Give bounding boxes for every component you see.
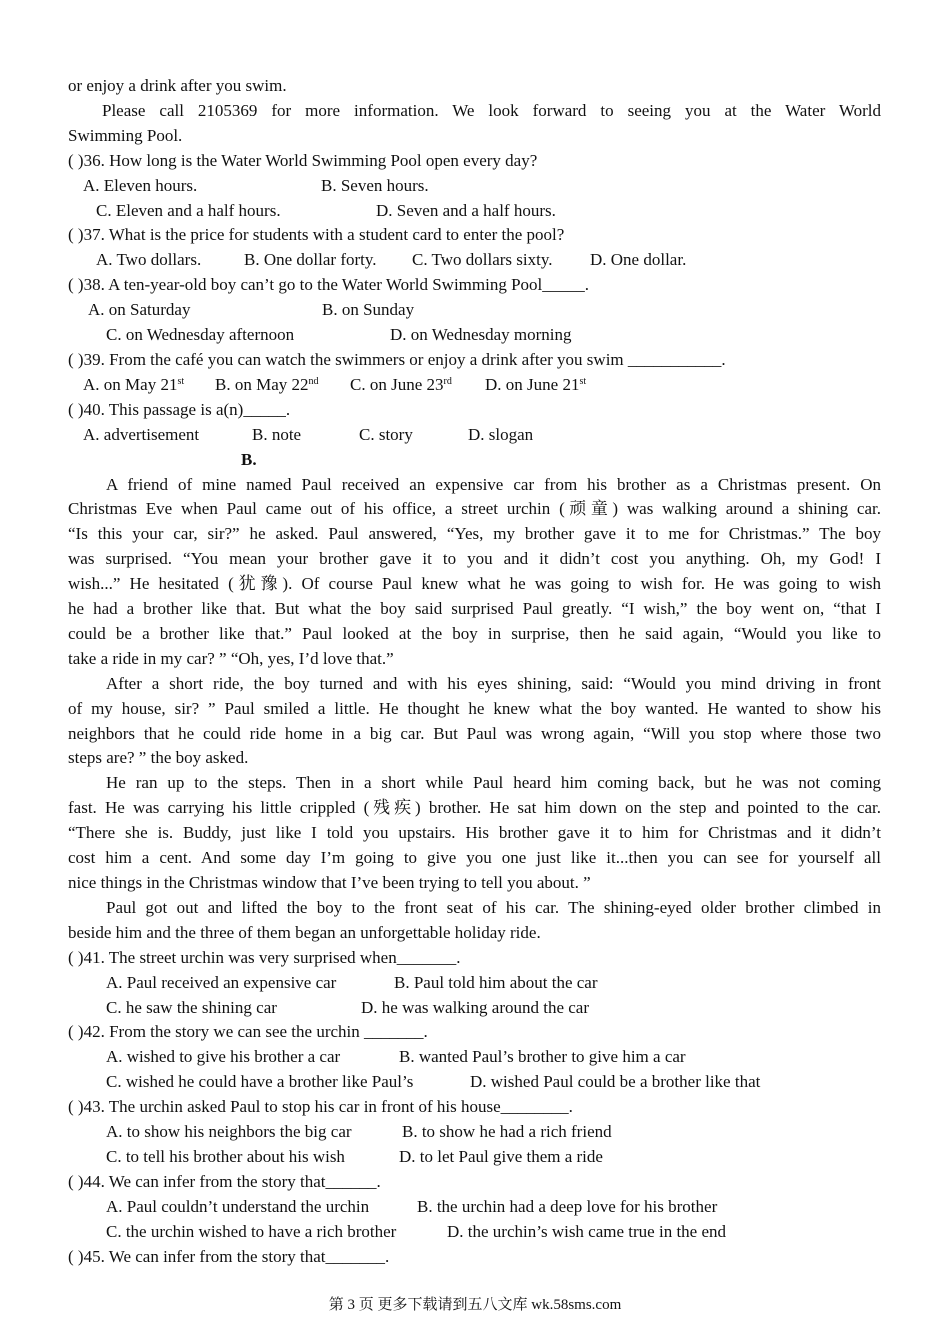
option-b: B. on May 22nd <box>215 374 319 394</box>
option-c: C. Eleven and a half hours. <box>96 200 281 220</box>
question-44-options-row <box>68 1195 881 1220</box>
question-39-stem: ( )39. From the café you can watch the swimmers or enjoy a drink after you swim ___________. <box>68 349 726 369</box>
option-d: D. slogan <box>468 424 534 444</box>
passage-line: Paul got out and lifted the boy to the front seat of his car. The shining-eyed older brother climbed in <box>106 897 881 917</box>
passage-line: take a ride in my car? ” “Oh, yes, I’d love that.” <box>68 648 394 668</box>
question-45-stem: ( )45. We can infer from the story that_______. <box>68 1246 390 1266</box>
question-38-options-row <box>68 298 881 323</box>
option-d: D. he was walking around the car <box>361 997 590 1017</box>
question-42-options-row <box>68 1045 881 1070</box>
question-41-stem: ( )41. The street urchin was very surprised when_______. <box>68 947 461 967</box>
passage-paragraph-1 <box>68 473 881 672</box>
question-43-options-row <box>68 1120 881 1145</box>
passage-line: A friend of mine named Paul received an expensive car from his brother as a Christmas present. On <box>106 474 881 494</box>
question-42-stem: ( )42. From the story we can see the urchin _______. <box>68 1022 428 1042</box>
option-d: D. on June 21st <box>485 374 587 394</box>
question-36-options-row <box>68 174 881 199</box>
option-b: B. wanted Paul’s brother to give him a car <box>399 1047 686 1067</box>
passage-line: He ran up to the steps. Then in a short while Paul heard him coming back, but he was not coming <box>106 773 881 793</box>
option-d: D. on Wednesday morning <box>390 325 572 345</box>
question-40-stem: ( )40. This passage is a(n)_____. <box>68 399 291 419</box>
document-page <box>68 74 881 1270</box>
option-c: C. Two dollars sixty. <box>412 250 553 270</box>
passage-line: of my house, sir? ” Paul smiled a little. He thought he knew what the boy wanted. He wanted to show his <box>68 698 881 718</box>
passage-line: could be a brother like that.” Paul looked at the boy in surprise, then he said again, “Would you like to <box>68 623 881 643</box>
question-42-options-row <box>68 1070 881 1095</box>
question-38-stem <box>68 273 881 298</box>
option-a: A. on May 21st <box>83 374 185 394</box>
question-43-options-row <box>68 1145 881 1170</box>
option-b: B. to show he had a rich friend <box>402 1122 612 1142</box>
question-44-options-row <box>68 1220 881 1245</box>
option-c: C. on Wednesday afternoon <box>106 325 295 345</box>
option-a: A. on Saturday <box>88 300 191 320</box>
question-36-options-row <box>68 199 881 224</box>
question-44-stem: ( )44. We can infer from the story that______. <box>68 1171 381 1191</box>
option-a: A. Paul received an expensive car <box>106 972 337 992</box>
passage-line: After a short ride, the boy turned and with his eyes shining, said: “Would you mind driving in front <box>106 673 881 693</box>
passage-line: wish...” He hesitated (犹豫). Of course Paul knew what he was going to wish for. He was going to wish <box>68 574 881 594</box>
option-c: C. to tell his brother about his wish <box>106 1146 345 1166</box>
passage-line: nice things in the Christmas window that I’ve been trying to tell you about. ” <box>68 873 591 892</box>
intro-line: or enjoy a drink after you swim. <box>68 76 287 95</box>
question-36-stem: ( )36. How long is the Water World Swimming Pool open every day? <box>68 150 538 170</box>
passage-paragraph-3 <box>68 771 881 896</box>
option-b: B. One dollar forty. <box>244 250 377 270</box>
question-41-options-row <box>68 996 881 1021</box>
option-d: D. One dollar. <box>590 250 687 270</box>
option-d: D. the urchin’s wish came true in the end <box>447 1221 727 1241</box>
question-40-options-row <box>68 423 881 448</box>
passage-line: beside him and the three of them began an unforgettable holiday ride. <box>68 922 541 942</box>
passage-line: was surprised. “You mean your brother gave it to you and it didn’t cost you anything. Oh, my God! I <box>68 549 881 569</box>
option-c: C. on June 23rd <box>350 374 452 394</box>
option-d: D. wished Paul could be a brother like that <box>470 1072 761 1092</box>
option-b: B. on Sunday <box>322 300 415 320</box>
passage-line: “Is this your car, sir?” he asked. Paul answered, “Yes, my brother gave it to me for Christmas.” The boy <box>68 524 881 544</box>
option-a: A. wished to give his brother a car <box>106 1047 341 1067</box>
page-footer: 第 3 页 更多下载请到五八文库 wk.58sms.com <box>328 1297 622 1313</box>
intro-paragraph-line: Swimming Pool. <box>68 125 183 145</box>
passage-paragraph-2 <box>68 672 881 772</box>
question-43-stem: ( )43. The urchin asked Paul to stop his car in front of his house________. <box>68 1097 573 1117</box>
passage-line: steps are? ” the boy asked. <box>68 748 249 768</box>
option-a: A. to show his neighbors the big car <box>106 1122 352 1142</box>
passage-line: “There she is. Buddy, just like I told you upstairs. His brother gave it to him for Christmas and it didn’t <box>68 823 881 843</box>
option-b: B. Paul told him about the car <box>394 972 598 992</box>
option-a: A. advertisement <box>83 424 200 444</box>
question-37-options-row <box>68 248 881 273</box>
section-b-heading: B. <box>241 449 257 469</box>
option-b: B. the urchin had a deep love for his brother <box>417 1196 718 1216</box>
option-d: D. Seven and a half hours. <box>376 200 556 220</box>
option-c: C. he saw the shining car <box>106 997 277 1017</box>
passage-line: fast. He was carrying his little crippled (残疾) brother. He sat him down on the step and pointed to the car. <box>68 798 881 818</box>
passage-line: he had a brother like that. But what the boy said surprised Paul greatly. “I wish,” the boy went on, “that I <box>68 599 881 619</box>
question-38-options-row <box>68 323 881 348</box>
answer-blank: _____. <box>542 275 590 295</box>
option-a: A. Eleven hours. <box>83 175 198 195</box>
option-a: A. Paul couldn’t understand the urchin <box>106 1196 370 1216</box>
option-a: A. Two dollars. <box>96 250 202 270</box>
option-c: C. wished he could have a brother like Paul’s <box>106 1072 414 1092</box>
option-d: D. to let Paul give them a ride <box>399 1146 603 1166</box>
question-38-text: ( )38. A ten-year-old boy can’t go to the Water World Swimming Pool <box>68 275 543 295</box>
option-c: C. the urchin wished to have a rich brother <box>106 1221 397 1241</box>
passage-paragraph-4 <box>68 896 881 946</box>
passage-line: Christmas Eve when Paul came out of his office, a street urchin (顽童) was walking around a shining car. <box>68 499 881 519</box>
option-b: B. note <box>252 424 302 444</box>
question-37-stem: ( )37. What is the price for students with a student card to enter the pool? <box>68 225 565 245</box>
question-39-options-row <box>68 373 881 398</box>
option-c: C. story <box>359 424 413 444</box>
passage-line: neighbors that he could ride home in a big car. But Paul was wrong again, “Will you stop where those two <box>68 723 881 743</box>
option-b: B. Seven hours. <box>321 175 429 195</box>
question-41-options-row <box>68 971 881 996</box>
passage-line: cost him a cent. And some day I’m going to give you one just like it...then you can see for yourself all <box>68 848 881 868</box>
intro-paragraph-line: Please call 2105369 for more information. We look forward to seeing you at the Water World <box>102 100 881 120</box>
